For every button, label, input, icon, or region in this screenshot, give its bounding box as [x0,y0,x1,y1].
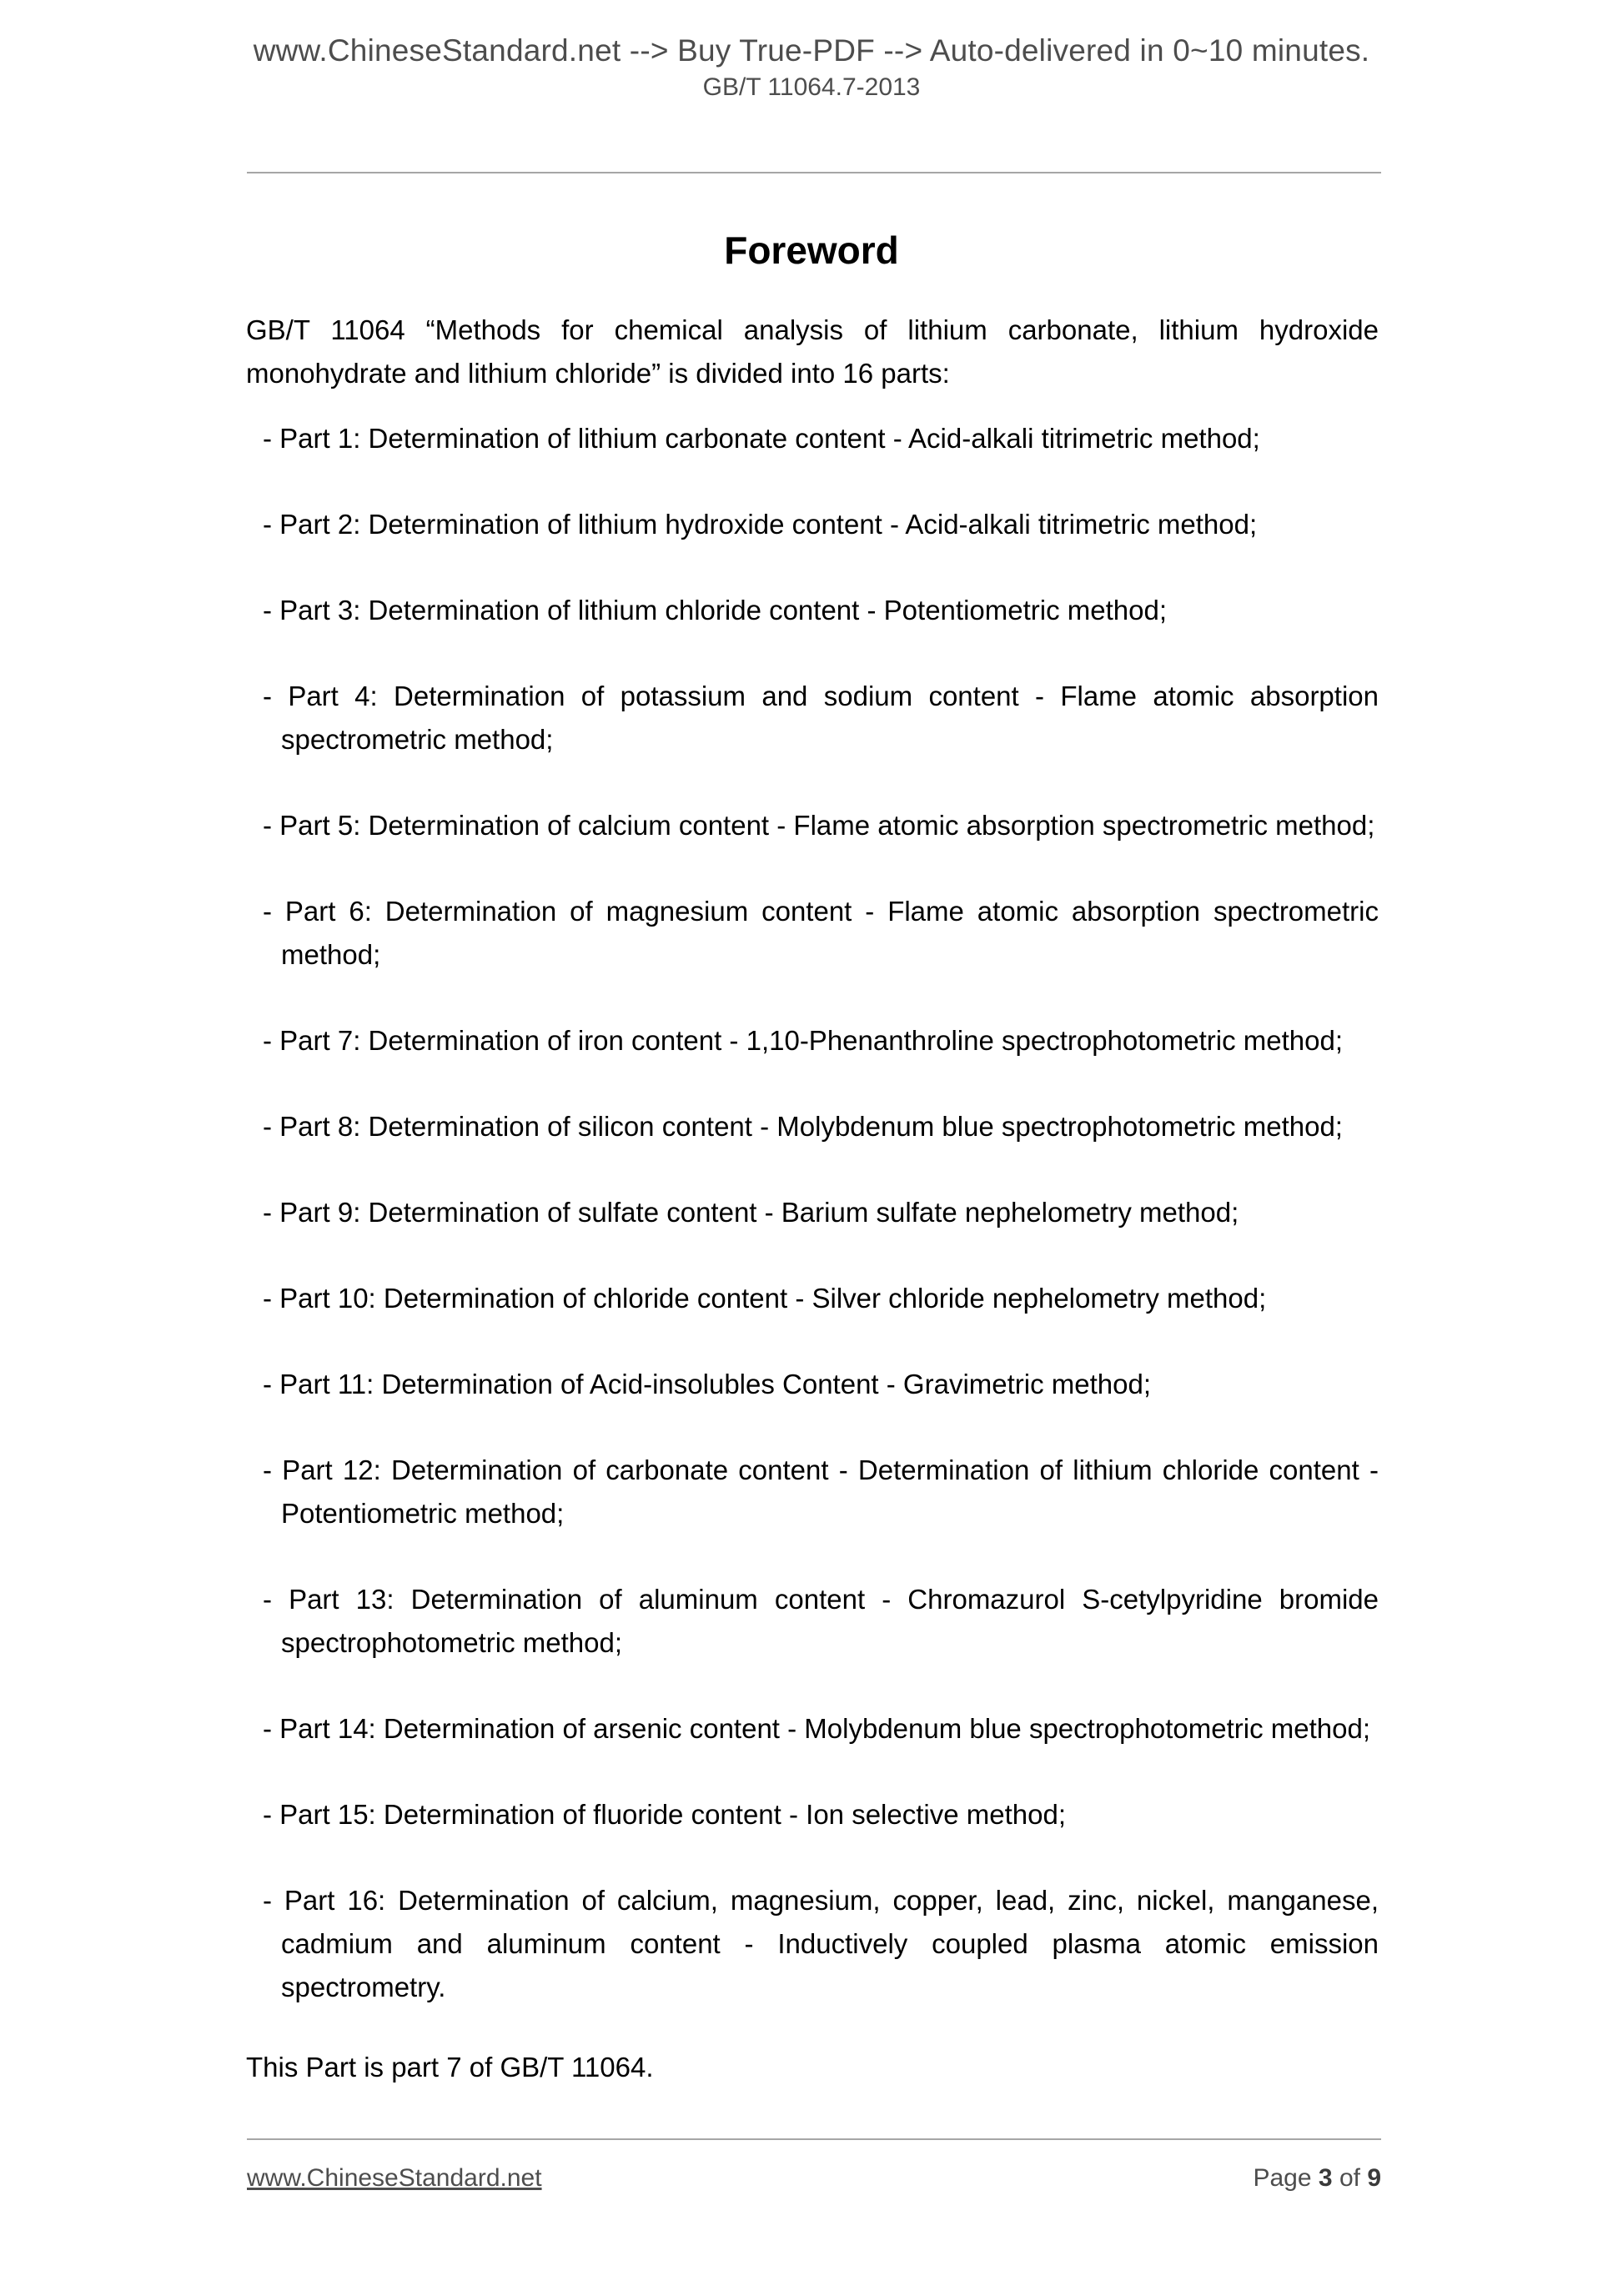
list-item: - Part 16: Determination of calcium, magnesium, copper, lead, zinc, nickel, manganese, cadmium and aluminum content - Inductively coupled plasma atomic emission spectrometry. [263,1885,1379,2002]
page-footer [247,2162,1381,2195]
page-current-number: 3 [1318,2164,1333,2192]
page-number-indicator [1253,2162,1381,2195]
closing-paragraph: This Part is part 7 of GB/T 11064. [246,2052,654,2082]
header-divider [247,172,1381,173]
list-item: - Part 9: Determination of sulfate content - Barium sulfate nephelometry method; [263,1197,1239,1228]
list-item: - Part 13: Determination of aluminum content - Chromazurol S-cetylpyridine bromide spectrophotometric method; [263,1584,1379,1658]
list-item: - Part 4: Determination of potassium and sodium content - Flame atomic absorption spectrometric method; [263,681,1379,755]
list-item: - Part 6: Determination of magnesium content - Flame atomic absorption spectrometric method; [263,896,1379,970]
list-item: - Part 11: Determination of Acid-insolubles Content - Gravimetric method; [263,1369,1152,1399]
list-item: - Part 1: Determination of lithium carbonate content - Acid-alkali titrimetric method; [263,423,1260,454]
parts-list [246,417,1379,2009]
list-item: - Part 7: Determination of iron content - 1,10-Phenanthroline spectrophotometric method; [263,1025,1344,1056]
footer-site-link[interactable]: www.ChineseStandard.net [247,2164,542,2192]
list-item: - Part 2: Determination of lithium hydroxide content - Acid-alkali titrimetric method; [263,509,1258,540]
list-item: - Part 5: Determination of calcium content - Flame atomic absorption spectrometric method; [263,810,1375,841]
list-item: - Part 8: Determination of silicon content - Molybdenum blue spectrophotometric method; [263,1111,1343,1142]
intro-paragraph: GB/T 11064 “Methods for chemical analysis of lithium carbonate, lithium hydroxide monohydrate and lithium chloride” is divided into 16 parts: [246,314,1379,389]
footer-divider [247,2138,1381,2140]
list-item: - Part 12: Determination of carbonate content - Determination of lithium chloride content - Potentiometric method; [263,1454,1379,1529]
list-item: - Part 10: Determination of chloride content - Silver chloride nephelometry method; [263,1283,1267,1314]
page-total-number: 9 [1367,2164,1381,2192]
list-item: - Part 15: Determination of fluoride content - Ion selective method; [263,1799,1066,1830]
watermark-header-text: www.ChineseStandard.net --> Buy True-PDF --> Auto-delivered in 0~10 minutes. [253,33,1370,68]
document-content [246,309,1379,2089]
page-label-prefix: Page [1253,2164,1312,2192]
list-item: - Part 14: Determination of arsenic content - Molybdenum blue spectrophotometric method; [263,1713,1370,1744]
page-title: Foreword [724,229,899,272]
list-item: - Part 3: Determination of lithium chloride content - Potentiometric method; [263,595,1167,625]
standard-code-header: GB/T 11064.7-2013 [702,73,921,101]
page-label-joiner: of [1339,2164,1360,2192]
